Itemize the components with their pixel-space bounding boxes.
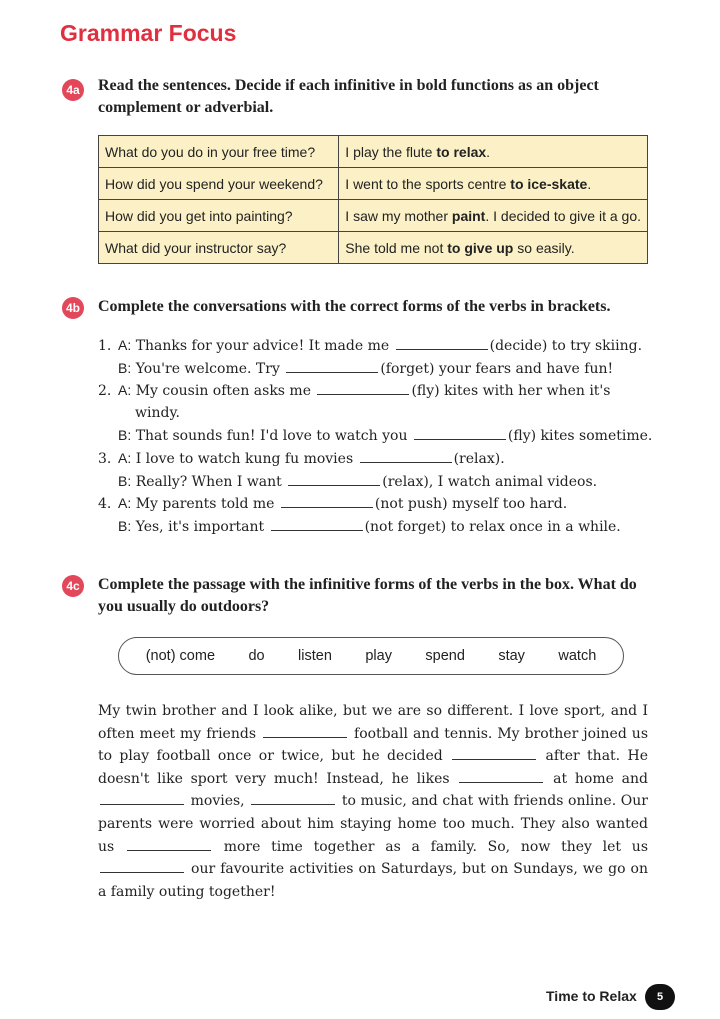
speaker-label: B:: [118, 472, 132, 489]
speaker-label: A:: [118, 449, 132, 466]
answer-cell: [339, 168, 648, 200]
passage-text: football and tennis. My brother joined us to play football once or twice, but he decided: [98, 725, 649, 765]
answer-blank[interactable]: [288, 472, 380, 486]
line-text: You're welcome. Try: [135, 360, 285, 377]
answer-blank[interactable]: [414, 426, 506, 440]
word-box: [118, 637, 624, 675]
line-text: Yes, it's important: [135, 518, 269, 535]
word-box-item: stay: [498, 648, 525, 664]
answer-blank[interactable]: [360, 449, 452, 463]
passage: [98, 700, 648, 903]
bold-infinitive: to ice-skate: [510, 175, 588, 192]
table-row: [99, 136, 648, 168]
conversation-line: [98, 447, 658, 470]
conversation-line: [98, 515, 658, 538]
exercise-badge-4b: 4b: [62, 297, 84, 319]
conversation-line: [98, 424, 658, 447]
passage-text: after that. He doesn't like sport very much! Instead, he likes: [98, 748, 648, 787]
passage-text: our favourite activities on Saturdays, but on Sundays, we go on a family outing together!: [98, 861, 648, 900]
line-text: (decide) to try skiing.: [489, 338, 643, 354]
footer-unit-title: Time to Relax: [546, 988, 637, 1004]
bold-infinitive: to give up: [447, 239, 514, 256]
answer-blank[interactable]: [317, 381, 409, 395]
passage-text: My twin brother and I look alike, but we are so different. I love sport, and I often meet my friends: [98, 703, 648, 742]
answer-cell: [339, 200, 648, 232]
conversation-line: [98, 402, 658, 425]
question-cell: What do you do in your free time?: [99, 136, 339, 168]
passage-text: at home and: [545, 770, 648, 787]
line-text: (not push) myself too hard.: [374, 496, 568, 513]
speaker-label: B:: [118, 517, 132, 534]
question-cell: What did your instructor say?: [99, 232, 339, 264]
word-box-item: spend: [425, 648, 465, 664]
line-text: (relax).: [453, 450, 505, 467]
answer-text: .: [587, 175, 592, 192]
line-text: (fly) kites with her when it's: [411, 383, 611, 400]
answer-text: I play the flute: [345, 143, 437, 160]
answer-text: I went to the sports centre: [345, 175, 511, 192]
answer-blank[interactable]: [127, 837, 211, 851]
bold-infinitive: to relax: [436, 143, 487, 160]
answer-blank[interactable]: [452, 746, 536, 760]
conversations: [98, 334, 658, 537]
line-text: (relax), I watch animal videos.: [382, 473, 598, 490]
answer-text: .: [486, 143, 491, 160]
passage-text: more time together as a family. So, now they let us: [212, 838, 649, 855]
line-text: (not forget) to relax once in a while.: [364, 518, 621, 535]
answer-text: I saw my mother: [345, 207, 452, 224]
speaker-label: A:: [118, 382, 132, 399]
sentences-table: [98, 135, 648, 264]
line-text: Really? When I want: [135, 473, 287, 490]
answer-blank[interactable]: [396, 336, 488, 350]
answer-blank[interactable]: [281, 494, 373, 508]
answer-text: . I decided to give it a go.: [485, 207, 641, 224]
page-title: Grammar Focus: [60, 20, 237, 46]
item-number: 4.: [98, 496, 112, 513]
answer-text: so easily.: [513, 239, 575, 256]
instruction-4b: Complete the conversations with the correct forms of the verbs in brackets.: [98, 298, 611, 315]
answer-cell: [339, 232, 648, 264]
speaker-label: A:: [118, 337, 132, 353]
conversation-line: [98, 379, 658, 402]
conversation-line: [98, 470, 658, 493]
line-text: (forget) your fears and have fun!: [380, 360, 614, 377]
line-text: My cousin often asks me: [135, 383, 316, 400]
conversation-line: [98, 357, 658, 380]
instruction-4c: Complete the passage with the infinitive forms of the verbs in the box. What do you usually do outdoors?: [98, 576, 637, 615]
speaker-label: B:: [118, 359, 132, 376]
answer-blank[interactable]: [100, 859, 184, 873]
word-box-item: (not) come: [145, 648, 216, 664]
line-text: I love to watch kung fu movies: [135, 450, 358, 467]
word-box-item: play: [365, 648, 392, 664]
word-box-item: listen: [298, 648, 332, 664]
word-box-item: do: [248, 648, 265, 664]
answer-cell: [339, 136, 648, 168]
speaker-label: A:: [118, 495, 132, 512]
bold-infinitive: paint: [451, 207, 486, 224]
passage-text: to music, and chat with friends online. Our parents were worried about him staying home too much. They also wanted us: [98, 793, 648, 855]
item-number: 1.: [98, 338, 112, 354]
question-cell: How did you spend your weekend?: [99, 168, 339, 200]
answer-blank[interactable]: [459, 769, 543, 783]
conversation-line: [98, 334, 658, 357]
question-cell: How did you get into painting?: [99, 200, 339, 232]
table-row: [99, 168, 648, 200]
answer-blank[interactable]: [286, 359, 378, 373]
passage-text: movies,: [186, 793, 250, 810]
answer-blank[interactable]: [251, 791, 335, 805]
answer-blank[interactable]: [100, 791, 184, 805]
exercise-badge-4c: 4c: [62, 575, 84, 597]
line-text: Thanks for your advice! It made me: [135, 338, 394, 354]
speaker-label: B:: [118, 427, 132, 444]
word-box-item: watch: [558, 648, 597, 664]
item-number: 2.: [98, 383, 112, 400]
table-row: [99, 232, 648, 264]
answer-text: She told me not: [345, 239, 448, 256]
instruction-4a: Read the sentences. Decide if each infinitive in bold functions as an object complement or adverbial.: [98, 77, 599, 116]
line-text: My parents told me: [135, 496, 279, 513]
answer-blank[interactable]: [271, 517, 363, 531]
answer-blank[interactable]: [263, 724, 347, 738]
item-number: 3.: [98, 450, 112, 467]
line-text: (fly) kites sometime.: [507, 428, 653, 445]
line-text: That sounds fun! I'd love to watch you: [135, 428, 412, 445]
conversation-line: [98, 492, 658, 515]
exercise-badge-4a: 4a: [62, 79, 84, 101]
line-text: windy.: [135, 404, 180, 421]
page-number: 5: [645, 984, 675, 1010]
table-row: [99, 200, 648, 232]
